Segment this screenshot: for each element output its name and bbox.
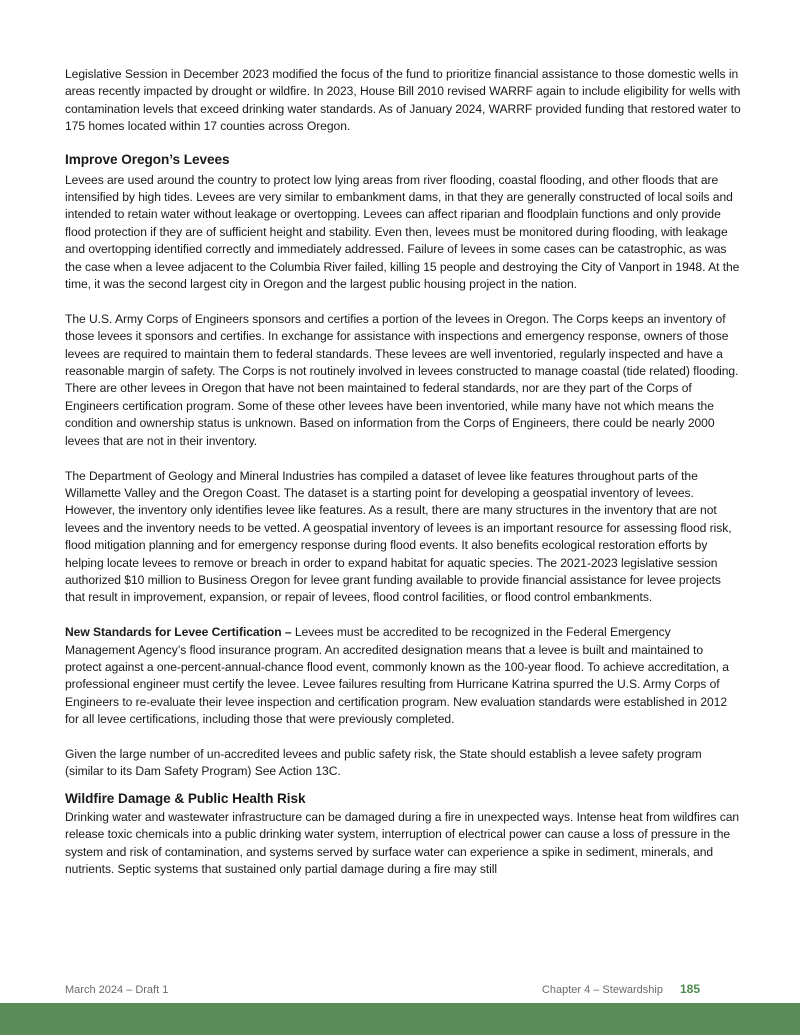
levees-paragraph-1: Levees are used around the country to protect low lying areas from river flooding, coastal flooding, and other floods that are intensified by high tides. Levees are very similar to embankment dams, in that they are generally constructed of local soils and intended to retain water without leakage or overtopping. Levees can affect riparian and floodplain functions and only provide flood protection if they are of sufficient height and stability. Even then, levees must be monitored during flooding, with leakage and overtopping identified correctly and immediately addressed. Failure of levees in some cases can be catastrophic, as was the case when a levee adjacent to the Columbia River failed, killing 15 people and destroying the City of Vanport in 1948. At the time, it was the second largest city in Oregon and the largest public housing project in the nation. (65, 172, 740, 292)
levees-paragraph-2: The U.S. Army Corps of Engineers sponsors and certifies a portion of the levees in Oregon. The Corps keeps an inventory of those levees it sponsors and certifies. In exchange for assistance with inspections and emergency response, owners of those levees are required to maintain them to federal standards. These levees are well inventoried, regularly inspected and have a reasonable margin of safety. The Corps is not routinely involved in levees constructed to manage coastal (tide related) flooding. There are other levees in Oregon that have not been maintained to federal standards, nor are they part of the Corps of Engineers certification program. Some of these other levees have been inventoried, while many have not which means the condition and ownership status is unknown. Based on information from the Corps of Engineers, there could be nearly 2000 levees that are not in their inventory. (65, 311, 739, 448)
section-heading-levees: Improve Oregon’s Levees (65, 151, 230, 167)
levee-certification-paragraph (65, 624, 741, 728)
footer-right-group (542, 982, 700, 996)
footer-chapter: Chapter 4 – Stewardship (541, 984, 663, 996)
page-body (65, 66, 741, 878)
section-heading-wildfire: Wildfire Damage & Public Health Risk (65, 790, 306, 806)
levee-safety-paragraph: Given the large number of un-accredited levees and public safety risk, the State should establish a levee safety program (similar to its Dam Safety Program) See Action 13C. (65, 746, 702, 779)
paragraph-gap (65, 729, 741, 746)
levees-paragraph-3: The Department of Geology and Mineral Industries has compiled a dataset of levee like features throughout parts of the Willamette Valley and the Oregon Coast. The dataset is a starting point for developing a geospatial inventory of levees. However, the inventory only identifies levee like features. As a result, there are many structures in the inventory that are not levees and the inventory needs to be vetted. A geospatial inventory of levees is an important resource for assessing flood risk, flood mitigation planning and for emergency response during flood events. It also benefits ecological restoration efforts by helping locate levees to remove or breach in order to expand habitat for aquatic species. The 2021-2023 legislative session authorized $10 million to Business Oregon for levee grant funding available to provide financial assistance for levee projects that result in improvement, expansion, or repair of levees, flood control facilities, or flood control embankments. (65, 468, 732, 605)
page-number: 185 (679, 982, 700, 996)
levee-certification-lead: New Standards for Levee Certification – (65, 625, 292, 640)
wildfire-paragraph-1: Drinking water and wastewater infrastructure can be damaged during a fire in unexpected ways. Intense heat from wildfires can release toxic chemicals into a public drinking water system, interruption of electrical power can cause a loss of pressure in the system and risk of contamination, and systems served by surface water can experience a spike in sediment, minerals, and nutrients. Septic systems that sustained only partial damage during a fire may still (65, 809, 740, 876)
footer-date-draft: March 2024 – Draft 1 (65, 984, 169, 996)
page-footer (65, 982, 700, 996)
levee-certification-body: Levees must be accredited to be recognized in the Federal Emergency Management Agency’s flood insurance program. An accredited designation means that a levee is built and maintained to protect against a one-percent-annual-chance flood event, commonly known as the 100-year flood. To achieve accreditation, a professional engineer must certify the levee. Levee failures resulting from Hurricane Katrina spurred the U.S. Army Corps of Engineers to re-evaluate their levee inspection and certification program. New evaluation standards were established in 2012 for all levee certifications, including those that were previously completed. (65, 625, 729, 727)
paragraph-gap (65, 450, 741, 467)
intro-paragraph: Legislative Session in December 2023 modified the focus of the fund to prioritize financial assistance to those domestic wells in areas recently impacted by drought or wildfire. In 2023, House Bill 2010 revised WARRF again to include eligibility for wells with contamination levels that exceed drinking water standards. As of January 2024, WARRF provided funding that restored water to 175 homes located within 17 counties across Oregon. (65, 67, 741, 134)
footer-color-bar (0, 1003, 800, 1035)
paragraph-gap (65, 607, 741, 624)
paragraph-gap (65, 293, 741, 310)
